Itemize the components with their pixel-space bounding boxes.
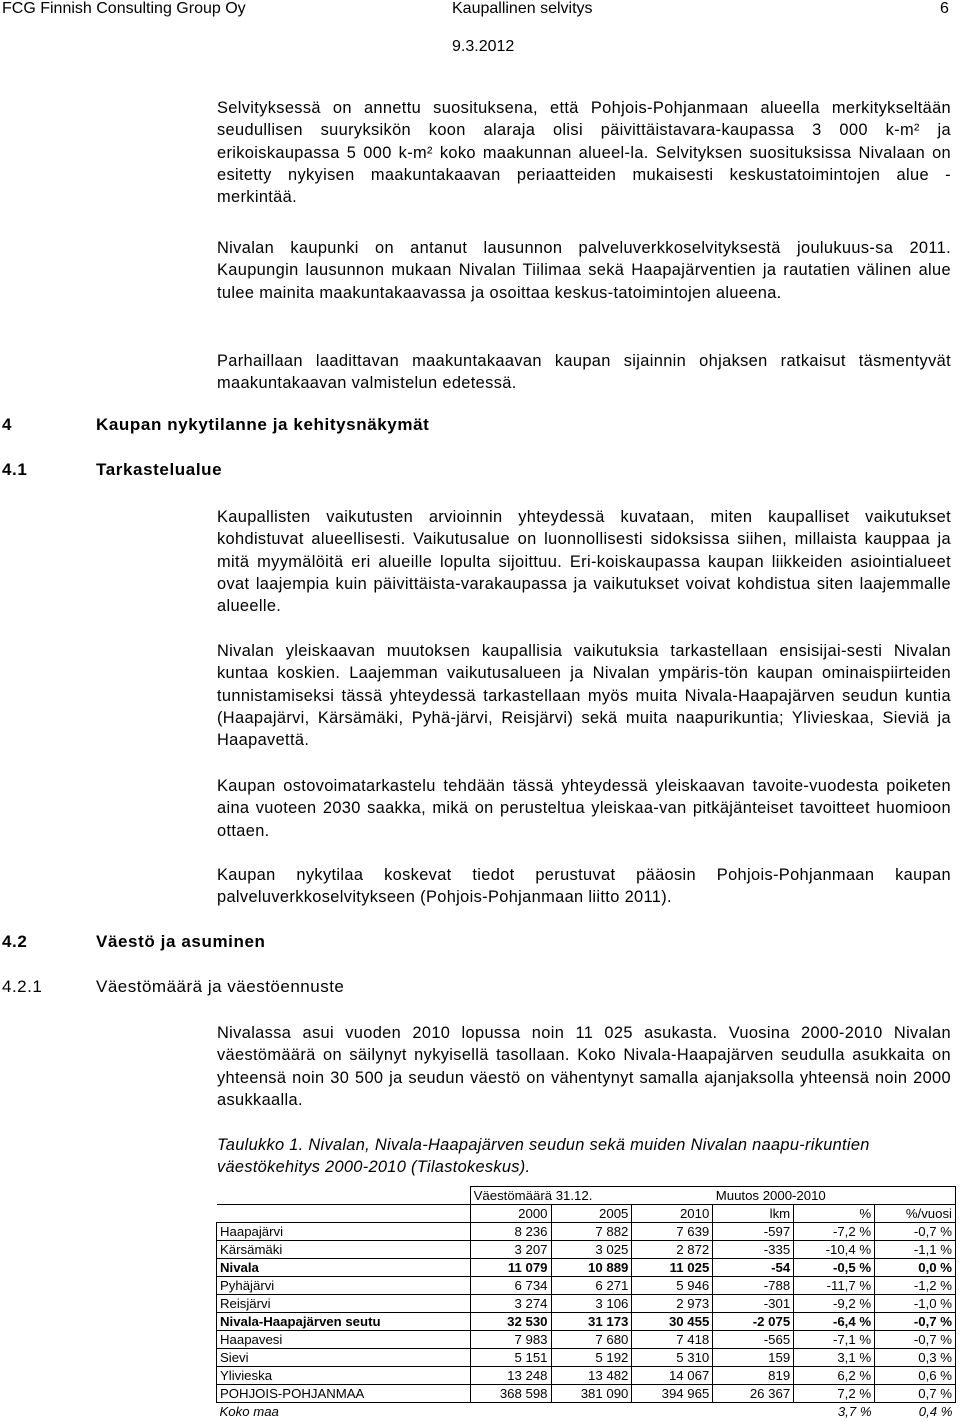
table-cell: 3,7 % — [837, 1403, 872, 1419]
table-cell: 819 — [713, 1367, 794, 1385]
table-row — [217, 1295, 956, 1313]
section-number: 4.2.1 — [2, 977, 43, 996]
page-number: 6 — [940, 0, 949, 17]
table-cell: -11,7 % — [794, 1277, 875, 1295]
table-cell: 0,6 % — [875, 1367, 956, 1385]
table-cell: -7,1 % — [794, 1331, 875, 1349]
table-cell: 5 946 — [632, 1277, 713, 1295]
subsubsection-heading — [2, 977, 344, 997]
table-cell: -2 075 — [713, 1313, 794, 1331]
section-number: 4.2 — [2, 932, 28, 951]
table-cell: 7 418 — [632, 1331, 713, 1349]
table-row — [217, 1349, 956, 1367]
table-cell: -0,5 % — [794, 1259, 875, 1277]
table-row — [217, 1223, 956, 1241]
table-cell: -0,7 % — [875, 1331, 956, 1349]
table-cell: 10 889 — [551, 1259, 632, 1277]
table-cell: 7 983 — [470, 1331, 551, 1349]
table-cell: -54 — [713, 1259, 794, 1277]
table-cell: 2 973 — [632, 1295, 713, 1313]
table-cell: 31 173 — [551, 1313, 632, 1331]
row-label: Kärsämäki — [217, 1241, 471, 1259]
table-caption: Taulukko 1. Nivalan, Nivala-Haapajärven seudun sekä muiden Nivalan naapu-rikuntien väestökehitys 2000-2010 (Tilastokeskus). — [217, 1136, 870, 1177]
section-number: 4.1 — [2, 460, 28, 479]
table-cell: 394 965 — [632, 1385, 713, 1403]
header-date: 9.3.2012 — [452, 38, 515, 55]
table-cell: -6,4 % — [794, 1313, 875, 1331]
table-cell: -10,4 % — [794, 1241, 875, 1259]
table-cell: 3 106 — [551, 1295, 632, 1313]
row-label: Sievi — [217, 1349, 471, 1367]
header-doc-title: Kaupallinen selvitys — [452, 0, 593, 17]
table-corner — [217, 1205, 471, 1223]
row-label: Ylivieska — [217, 1367, 471, 1385]
table-cell: -565 — [713, 1331, 794, 1349]
table-cell: 32 530 — [470, 1313, 551, 1331]
table-cell: 7 882 — [551, 1223, 632, 1241]
table-cell: 159 — [713, 1349, 794, 1367]
group-header-population: Väestömäärä 31.12. — [470, 1187, 713, 1205]
table-cell: -1,0 % — [875, 1295, 956, 1313]
section-title: Kaupan nykytilanne ja kehitysnäkymät — [96, 415, 430, 434]
table-cell: -1,1 % — [875, 1241, 956, 1259]
section-title: Tarkastelualue — [96, 460, 223, 479]
empty-cell — [551, 1403, 632, 1421]
subsection-heading — [2, 460, 222, 480]
table-row — [217, 1385, 956, 1403]
table-group-header-row — [217, 1187, 956, 1205]
empty-cell — [632, 1403, 713, 1421]
column-header: lkm — [713, 1205, 794, 1223]
row-label: POHJOIS-POHJANMAA — [217, 1385, 471, 1403]
empty-cell — [470, 1403, 551, 1421]
table-cell: 5 192 — [551, 1349, 632, 1367]
table-cell: 5 310 — [632, 1349, 713, 1367]
header-company: FCG Finnish Consulting Group Oy — [2, 0, 246, 17]
table-cell: 7,2 % — [794, 1385, 875, 1403]
paragraph: Nivalan yleiskaavan muutoksen kaupallisia vaikutuksia tarkastellaan ensisijai-sesti Nivalan kuntaa koskien. Laajemman vaikutusalueen ja Nivalan ympäris-tön kaupan ominaispiirteiden tunnistamiseksi tässä yhteydessä tarkastellaan myös muita Nivala-Haapajärven seudun kuntia (Haapajärvi, Kärsämäki, Pyhä-järvi, Reisjärvi) sekä muita naapurikuntia; Ylivieskaa, Sieviä ja Haapavettä. — [217, 642, 951, 750]
row-label: Nivala-Haapajärven seutu — [217, 1313, 471, 1331]
table-cell: 30 455 — [632, 1313, 713, 1331]
table-cell: -301 — [713, 1295, 794, 1313]
table-cell: 7 639 — [632, 1223, 713, 1241]
row-label: Pyhäjärvi — [217, 1277, 471, 1295]
table-cell: -9,2 % — [794, 1295, 875, 1313]
row-label: Haapajärvi — [217, 1223, 471, 1241]
table-cell: 6 734 — [470, 1277, 551, 1295]
table-cell: 26 367 — [713, 1385, 794, 1403]
table-cell: 3,1 % — [794, 1349, 875, 1367]
row-label: Nivala — [217, 1259, 471, 1277]
table-cell: 2 872 — [632, 1241, 713, 1259]
table-cell: -335 — [713, 1241, 794, 1259]
section-title: Väestö ja asuminen — [96, 932, 266, 951]
table-row — [217, 1241, 956, 1259]
paragraph: Kaupan nykytilaa koskevat tiedot perustuvat pääosin Pohjois-Pohjanmaan kaupan palveluverkkoselvitykseen (Pohjois-Pohjanmaan liitto 2011). — [217, 866, 951, 907]
subsection-heading — [2, 932, 266, 952]
section-heading — [2, 415, 429, 435]
empty-cell — [713, 1403, 794, 1421]
column-header: 2010 — [632, 1205, 713, 1223]
column-header: % — [794, 1205, 875, 1223]
table-cell: 0,0 % — [875, 1259, 956, 1277]
row-label: Haapavesi — [217, 1331, 471, 1349]
group-header-change: Muutos 2000-2010 — [713, 1187, 956, 1205]
table-cell: 6 271 — [551, 1277, 632, 1295]
table-cell: -788 — [713, 1277, 794, 1295]
table-row — [217, 1259, 956, 1277]
column-header: 2000 — [470, 1205, 551, 1223]
table-row — [217, 1367, 956, 1385]
table-cell: 11 025 — [632, 1259, 713, 1277]
paragraph: Parhaillaan laadittavan maakuntakaavan kaupan sijainnin ohjaksen ratkaisut täsmentyvät maakuntakaavan valmistelun edetessä. — [217, 352, 951, 393]
table-cell: 6,2 % — [794, 1367, 875, 1385]
table-cell: 11 079 — [470, 1259, 551, 1277]
table-cell: 3 274 — [470, 1295, 551, 1313]
table-cell: -7,2 % — [794, 1223, 875, 1241]
table-row — [217, 1331, 956, 1349]
table-cell: -0,7 % — [875, 1313, 956, 1331]
table-cell: 8 236 — [470, 1223, 551, 1241]
paragraph: Nivalan kaupunki on antanut lausunnon palveluverkkoselvityksestä joulukuus-sa 2011. Kaupungin lausunnon mukaan Nivalan Tiilimaa sekä Haapajärventien ja rautatien välinen alue tulee mainita maakuntakaavassa ja osoittaa keskus-tatoimintojen alueena. — [217, 239, 951, 302]
table-row — [217, 1313, 956, 1331]
section-title: Väestömäärä ja väestöennuste — [96, 977, 345, 996]
table-corner — [217, 1187, 471, 1205]
table-cell: 13 482 — [551, 1367, 632, 1385]
table-cell: 368 598 — [470, 1385, 551, 1403]
table-column-header-row — [217, 1205, 956, 1223]
table-cell: 0,4 % — [918, 1403, 953, 1419]
table-cell: -597 — [713, 1223, 794, 1241]
paragraph: Kaupan ostovoimatarkastelu tehdään tässä yhteydessä yleiskaavan tavoite-vuodesta poiketen aina vuoteen 2030 saakka, mikä on perusteltua yleiskaa-van pitkäjänteiset tavoitteet huomioon ottaen. — [217, 777, 951, 840]
table-cell: 381 090 — [551, 1385, 632, 1403]
column-header: %/vuosi — [875, 1205, 956, 1223]
table-cell: 3 025 — [551, 1241, 632, 1259]
table-row — [217, 1277, 956, 1295]
table-cell: 0,3 % — [875, 1349, 956, 1367]
column-header: 2005 — [551, 1205, 632, 1223]
paragraph: Selvityksessä on annettu suosituksena, että Pohjois-Pohjanmaan alueella merkitykseltään seudullisen suuryksikön koon alaraja olisi päivittäistavara-kaupassa 3 000 k-m² ja erikoiskaupassa 5 000 k-m² koko maakunnan alueel-la. Selvityksen suosituksissa Nivalaan on esitetty nykyisen maakuntakaavan periaatteiden mukaisesti keskustatoimintojen alue -merkintää. — [217, 99, 951, 207]
table-cell: 3 207 — [470, 1241, 551, 1259]
row-label: Reisjärvi — [217, 1295, 471, 1313]
table-cell: 0,7 % — [875, 1385, 956, 1403]
table-cell: -1,2 % — [875, 1277, 956, 1295]
table-cell: -0,7 % — [875, 1223, 956, 1241]
table-cell: 7 680 — [551, 1331, 632, 1349]
population-table — [216, 1186, 956, 1420]
paragraph: Nivalassa asui vuoden 2010 lopussa noin 11 025 asukasta. Vuosina 2000-2010 Nivalan väestömäärä on säilynyt nykyisellä tasollaan. Koko Nivala-Haapajärven seudulla asukkaita on yhteensä noin 30 500 ja seudun väestö on vähentynyt samalla ajanjaksolla yhteensä noin 2000 asukkaalla. — [217, 1024, 951, 1109]
table-cell: 14 067 — [632, 1367, 713, 1385]
table-footer-row — [217, 1403, 956, 1421]
section-number: 4 — [2, 415, 13, 434]
table-cell: 13 248 — [470, 1367, 551, 1385]
row-label: Koko maa — [219, 1403, 279, 1419]
table-cell: 5 151 — [470, 1349, 551, 1367]
paragraph: Kaupallisten vaikutusten arvioinnin yhteydessä kuvataan, miten kaupalliset vaikutukset kohdistuvat alueellisesti. Vaikutusalue on luonnollisesti sidoksissa siihen, millaista kauppaa ja mitä myymälöitä eri alueille lopulta sijoittuu. Eri-koiskaupassa kaupan liikkeiden asiointialueet ovat laajempia kuin päivittäista-varakaupassa ja vaikutukset voivat kohdistua siten laajemmalle alueelle. — [217, 508, 951, 616]
